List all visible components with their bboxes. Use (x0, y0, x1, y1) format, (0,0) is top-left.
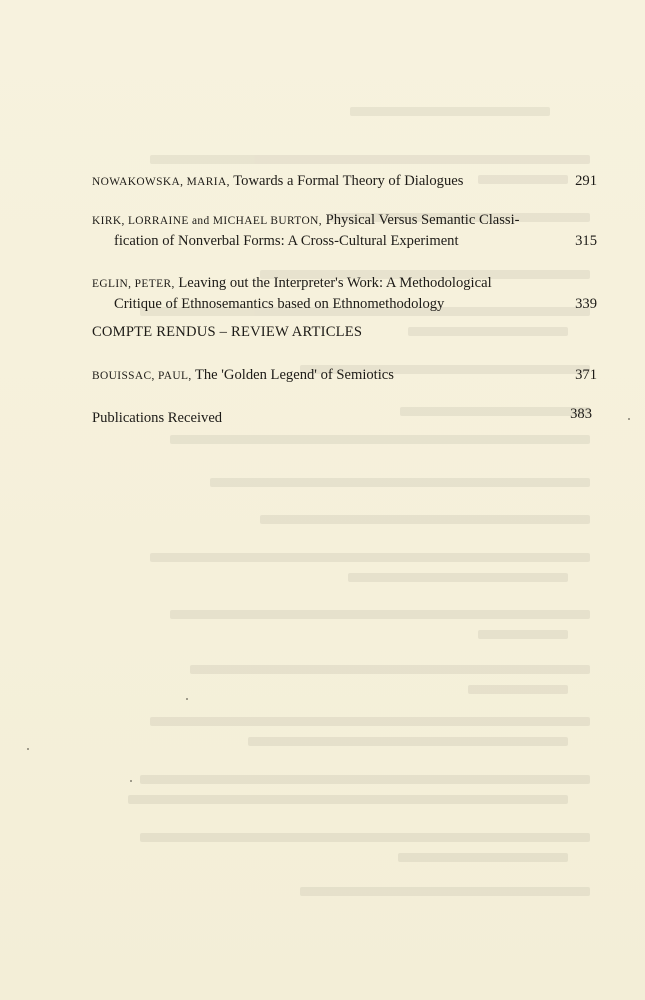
toc-title: Towards a Formal Theory of Dialogues (233, 173, 464, 189)
toc-page-number: 291 (575, 173, 597, 189)
toc-page-number: 315 (575, 233, 597, 249)
paper-speck (628, 418, 630, 420)
toc-title: Physical Versus Semantic Classi- (325, 212, 520, 228)
toc-author: NOWAKOWSKA, MARIA, (92, 176, 230, 188)
toc-entry-line (92, 408, 600, 428)
toc-author: BOUISSAC, PAUL, (92, 370, 192, 382)
publications-label: Publications Received (92, 410, 223, 426)
toc-entry-line (92, 273, 600, 294)
toc-entry-continuation (92, 231, 600, 251)
paper-speck (130, 780, 132, 782)
toc-title: The 'Golden Legend' of Semiotics (194, 367, 394, 383)
toc-title: Critique of Ethnosemantics based on Ethnomethodology (114, 296, 445, 312)
toc-author: EGLIN, PETER, (92, 278, 175, 290)
toc-entry-line (92, 210, 600, 231)
section-heading: COMPTE RENDUS – REVIEW ARTICLES (92, 324, 363, 340)
toc-page-number: 339 (575, 296, 597, 312)
toc-entry (92, 273, 600, 314)
toc-entry (92, 365, 600, 386)
toc-title: fication of Nonverbal Forms: A Cross-Cultural Experiment (114, 233, 459, 249)
toc-entry (92, 171, 600, 192)
paper-speck (186, 698, 188, 700)
toc-entry-line (92, 171, 600, 192)
toc-page-number: 383 (570, 406, 592, 422)
toc-entry (92, 408, 600, 428)
toc-author: KIRK, LORRAINE and MICHAEL BURTON, (92, 215, 322, 227)
toc-page-number: 371 (575, 367, 597, 383)
toc-title: Leaving out the Interpreter's Work: A Methodological (178, 275, 492, 291)
toc-entry-continuation (92, 294, 600, 314)
toc-entry-line (92, 365, 600, 386)
toc-entry (92, 210, 600, 251)
paper-speck (27, 748, 29, 750)
